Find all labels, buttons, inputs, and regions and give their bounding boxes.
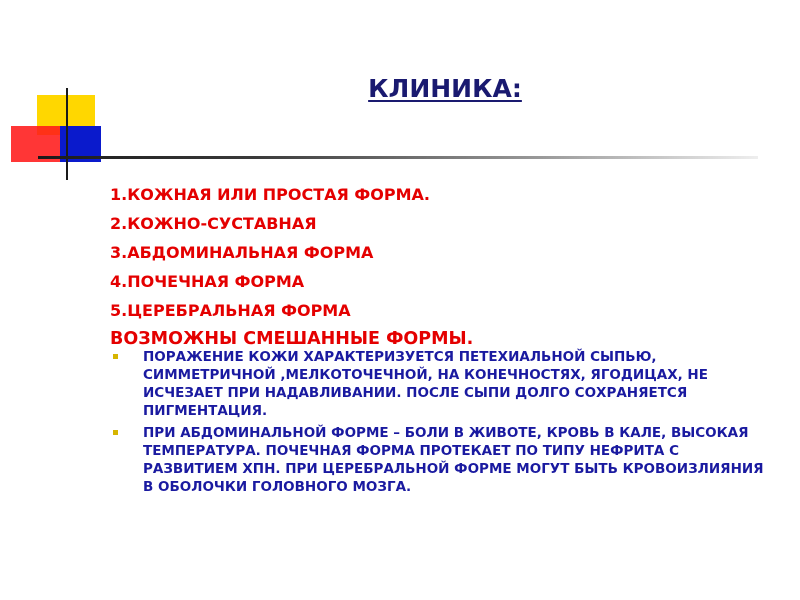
- bullet-item: [110, 348, 770, 420]
- title-divider: [38, 156, 758, 159]
- form-item: 1.КОЖНАЯ ИЛИ ПРОСТАЯ ФОРМА.: [110, 185, 431, 204]
- form-item: 2.КОЖНО-СУСТАВНАЯ: [110, 214, 317, 233]
- forms-list: [110, 180, 473, 354]
- form-item: 3.АБДОМИНАЛЬНАЯ ФОРМА: [110, 243, 374, 262]
- bullet-list: [110, 348, 770, 500]
- bullet-text: ПРИ АБДОМИНАЛЬНОЙ ФОРМЕ – БОЛИ В ЖИВОТЕ, КРОВЬ В КАЛЕ, ВЫСОКАЯ ТЕМПЕРАТУРА. ПОЧЕЧНАЯ ФОРМА ПРОТЕКАЕТ ПО ТИПУ НЕФРИТА С РАЗВИТИЕМ ХПН. ПРИ ЦЕРЕБРАЛЬНОЙ ФОРМЕ МОГУТ БЫТЬ КРОВОИЗЛИЯНИЯ В ОБОЛОЧКИ ГОЛОВНОГО МОЗГА.: [143, 425, 764, 495]
- square-bullet-icon: [113, 430, 118, 435]
- square-bullet-icon: [113, 354, 118, 359]
- mixed-forms-note: ВОЗМОЖНЫ СМЕШАННЫЕ ФОРМЫ.: [110, 329, 474, 349]
- form-item: 4.ПОЧЕЧНАЯ ФОРМА: [110, 272, 305, 291]
- form-item: 5.ЦЕРЕБРАЛЬНАЯ ФОРМА: [110, 301, 351, 320]
- bullet-item: [110, 424, 770, 496]
- slide-title: КЛИНИКА:: [368, 74, 522, 103]
- bullet-text: ПОРАЖЕНИЕ КОЖИ ХАРАКТЕРИЗУЕТСЯ ПЕТЕХИАЛЬНОЙ СЫПЬЮ, СИММЕТРИЧНОЙ ,МЕЛКОТОЧЕЧНОЙ, НА КОНЕЧНОСТЯХ, ЯГОДИЦАХ, НЕ ИСЧЕЗАЕТ ПРИ НАДАВЛИВАНИИ. ПОСЛЕ СЫПИ ДОЛГО СОХРАНЯЕТСЯ ПИГМЕНТАЦИЯ.: [143, 349, 708, 419]
- vertical-rule: [66, 88, 68, 180]
